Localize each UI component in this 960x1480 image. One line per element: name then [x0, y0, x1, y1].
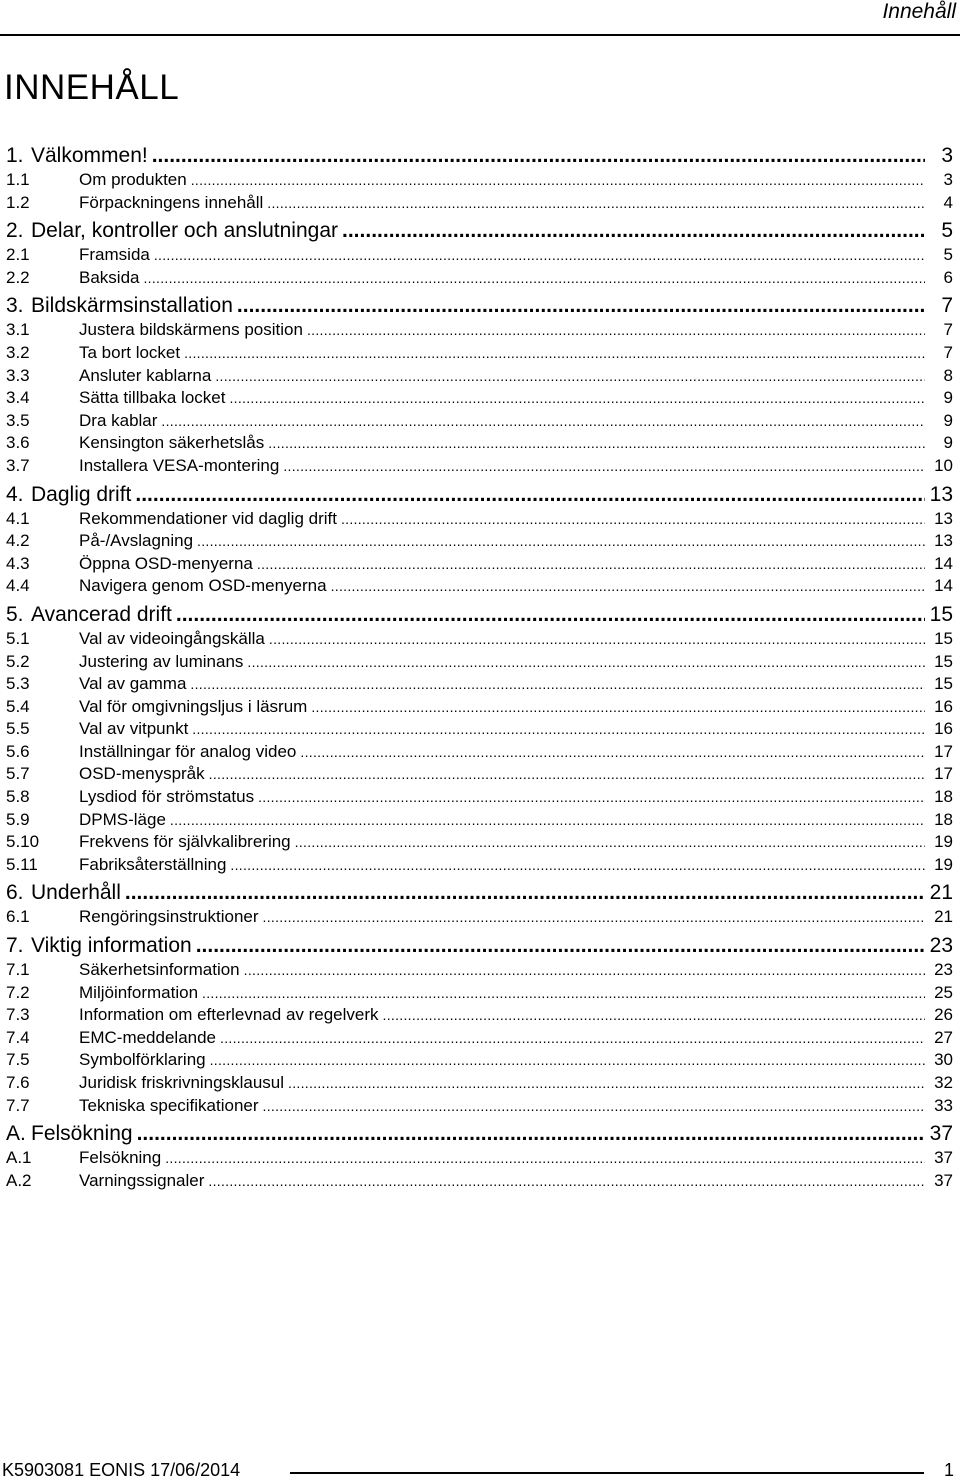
toc-subsection-entry[interactable] — [6, 982, 953, 1005]
toc-entry-page: 15 — [934, 628, 953, 648]
toc-subsection-entry[interactable] — [6, 906, 953, 929]
dot-leader — [258, 786, 925, 809]
toc-entry-number: 4. — [6, 482, 24, 506]
toc-section — [6, 293, 953, 477]
toc-entry-title: Justera bildskärmens position — [79, 320, 303, 340]
dot-leader — [192, 718, 925, 741]
toc-entry-page: 25 — [934, 982, 953, 1002]
toc-entry-number: 5. — [6, 602, 24, 626]
toc-entry-number: 4.2 — [6, 531, 30, 551]
toc-entry-page: 19 — [934, 832, 953, 852]
toc-entry-number: 1.1 — [6, 170, 30, 189]
toc-subsection-entry[interactable] — [6, 741, 953, 764]
toc-chapter-entry[interactable] — [6, 143, 953, 169]
toc-entry-number: 7.1 — [6, 960, 30, 980]
toc-section — [6, 482, 953, 598]
toc-entry-page: 9 — [943, 410, 953, 430]
toc-entry-number: 2.1 — [6, 245, 30, 265]
toc-entry-title: Bildskärmsinstallation — [31, 294, 233, 318]
dot-leader — [229, 387, 925, 410]
dot-leader — [311, 696, 925, 719]
toc-entry-number: 4.4 — [6, 576, 30, 596]
toc-section — [6, 1121, 953, 1192]
dot-leader — [191, 169, 925, 192]
toc-subsection-entry[interactable] — [6, 763, 953, 786]
toc-entry-title: Kensington säkerhetslås — [79, 433, 265, 453]
dot-leader — [161, 410, 925, 433]
toc-entry-page: 4 — [943, 192, 953, 212]
toc-entry-page: 9 — [943, 388, 953, 408]
toc-entry-title: DPMS-läge — [79, 809, 166, 829]
toc-entry-number: 5.3 — [6, 674, 30, 694]
toc-entry-number: 3. — [6, 294, 24, 318]
toc-chapter-entry[interactable] — [6, 1121, 953, 1147]
toc-entry-title: Delar, kontroller och anslutningar — [31, 219, 339, 243]
dot-leader — [267, 192, 925, 215]
toc-chapter-entry[interactable] — [6, 880, 953, 906]
dot-leader — [342, 218, 925, 244]
toc-chapter-entry[interactable] — [6, 602, 953, 628]
dot-leader — [137, 1121, 925, 1147]
toc-entry-title: Om produkten — [79, 170, 187, 189]
toc-entry-page: 32 — [934, 1073, 953, 1092]
dot-leader — [208, 1170, 925, 1193]
toc-entry-page: 17 — [934, 741, 953, 761]
toc-entry-title: Val av gamma — [79, 674, 187, 694]
toc-subsection-entry[interactable] — [6, 387, 953, 410]
toc-entry-title: EMC-meddelande — [79, 1027, 217, 1047]
toc-entry-title: Val av vitpunkt — [79, 719, 189, 739]
dot-leader — [247, 651, 925, 674]
toc-entry-number: 5.2 — [6, 651, 30, 671]
toc-entry-page: 7 — [943, 342, 953, 362]
header-rule — [0, 34, 960, 36]
toc-section — [6, 880, 953, 929]
toc-subsection-entry[interactable] — [6, 809, 953, 832]
dot-leader — [165, 1147, 925, 1170]
toc-subsection-entry[interactable] — [6, 319, 953, 342]
toc-entry-page: 26 — [934, 1005, 953, 1025]
toc-entry-number: 3.2 — [6, 342, 30, 362]
dot-leader — [283, 455, 925, 478]
toc-entry-number: 7.6 — [6, 1073, 30, 1092]
dot-leader — [196, 933, 925, 959]
dot-leader — [220, 1027, 925, 1050]
toc-entry-title: Felsökning — [31, 1122, 133, 1146]
toc-entry-number: 7.3 — [6, 1005, 30, 1025]
toc-entry-page: 15 — [934, 651, 953, 671]
toc-entry-title: Val av videoingångskälla — [79, 628, 265, 648]
dot-leader — [210, 1049, 925, 1072]
toc-subsection-entry[interactable] — [6, 1049, 953, 1072]
dot-leader — [244, 959, 925, 982]
toc-subsection-entry[interactable] — [6, 718, 953, 741]
toc-entry-title: Daglig drift — [31, 482, 132, 506]
toc-subsection-entry[interactable] — [6, 508, 953, 531]
toc-entry-title: Val för omgivningsljus i läsrum — [79, 696, 308, 716]
toc-entry-page: 30 — [934, 1050, 953, 1070]
toc-entry-page: 18 — [934, 809, 953, 829]
dot-leader — [268, 432, 925, 455]
toc-entry-title: Varningssignaler — [79, 1170, 205, 1190]
toc-subsection-entry[interactable] — [6, 365, 953, 388]
toc-subsection-entry[interactable] — [6, 267, 953, 290]
toc-entry-title: På-/Avslagning — [79, 531, 194, 551]
toc-entry-page: 14 — [934, 576, 953, 596]
toc-entry-number: 7. — [6, 934, 24, 958]
toc-entry-number: 6. — [6, 881, 24, 905]
dot-leader — [331, 575, 925, 598]
toc-entry-number: 3.7 — [6, 455, 30, 475]
toc-section — [6, 218, 953, 289]
toc-subsection-entry[interactable] — [6, 530, 953, 553]
toc-entry-title: Ta bort locket — [79, 342, 181, 362]
toc-subsection-entry[interactable] — [6, 169, 953, 192]
toc-entry-title: Juridisk friskrivningsklausul — [79, 1073, 285, 1092]
toc-entry-page: 13 — [934, 508, 953, 528]
toc-entry-number: 7.4 — [6, 1027, 30, 1047]
toc-entry-number: 2. — [6, 219, 24, 243]
toc-entry-title: Felsökning — [79, 1148, 162, 1168]
toc-entry-page: 23 — [929, 934, 953, 958]
toc-subsection-entry[interactable] — [6, 696, 953, 719]
toc-subsection-entry[interactable] — [6, 651, 953, 674]
toc-subsection-entry[interactable] — [6, 1095, 953, 1118]
toc-entry-page: 7 — [941, 294, 953, 318]
dot-leader — [269, 628, 925, 651]
toc-entry-title: Miljöinformation — [79, 982, 199, 1002]
toc-subsection-entry[interactable] — [6, 455, 953, 478]
dot-leader — [237, 293, 925, 319]
toc-entry-number: 5.5 — [6, 719, 30, 739]
toc-entry-title: Viktig information — [31, 934, 192, 958]
toc-entry-number: 7.5 — [6, 1050, 30, 1070]
toc-entry-page: 7 — [943, 320, 953, 340]
toc-entry-number: 7.7 — [6, 1095, 30, 1115]
toc-entry-page: 33 — [934, 1095, 953, 1115]
toc-entry-number: 3.4 — [6, 388, 30, 408]
toc-entry-title: Öppna OSD-menyerna — [79, 553, 253, 573]
toc-entry-page: 5 — [941, 219, 953, 243]
toc-entry-title: Dra kablar — [79, 410, 158, 430]
toc-entry-page: 37 — [934, 1148, 953, 1168]
toc-subsection-entry[interactable] — [6, 342, 953, 365]
toc-entry-page: 37 — [929, 1122, 953, 1146]
toc-entry-title: Inställningar för analog video — [79, 741, 297, 761]
toc-entry-page: 3 — [941, 144, 953, 167]
toc-entry-number: 3.1 — [6, 320, 30, 340]
dot-leader — [209, 763, 925, 786]
toc-entry-page: 17 — [934, 764, 953, 784]
toc-entry-title: Frekvens för självkalibrering — [79, 832, 291, 852]
toc-entry-number: 5.11 — [6, 854, 38, 874]
toc-entry-title: OSD-menyspråk — [79, 764, 205, 784]
toc-subsection-entry[interactable] — [6, 192, 953, 215]
toc-entry-page: 16 — [934, 719, 953, 739]
dot-leader — [288, 1072, 925, 1095]
toc-subsection-entry[interactable] — [6, 1072, 953, 1095]
toc-subsection-entry[interactable] — [6, 410, 953, 433]
toc-entry-number: 5.10 — [6, 832, 40, 852]
toc-entry-page: 9 — [943, 433, 953, 453]
toc-entry-number: 5.8 — [6, 787, 30, 807]
toc-entry-page: 8 — [943, 365, 953, 385]
dot-leader — [135, 482, 925, 508]
toc-entry-title: Tekniska specifikationer — [79, 1095, 259, 1115]
dot-leader — [257, 553, 925, 576]
toc-entry-number: 2.2 — [6, 267, 30, 287]
toc-section — [6, 602, 953, 877]
toc-subsection-entry[interactable] — [6, 1004, 953, 1027]
toc-entry-title: Underhåll — [31, 881, 121, 905]
toc-entry-page: 37 — [934, 1170, 953, 1190]
toc-entry-title: Sätta tillbaka locket — [79, 388, 226, 408]
toc-entry-page: 18 — [934, 787, 953, 807]
table-of-contents — [6, 143, 953, 1196]
toc-entry-number: 3.5 — [6, 410, 30, 430]
toc-entry-title: Fabriksåterställning — [79, 854, 227, 874]
toc-entry-number: 5.7 — [6, 764, 30, 784]
toc-entry-number: 5.9 — [6, 809, 30, 829]
toc-entry-title: Navigera genom OSD-menyerna — [79, 576, 327, 596]
toc-subsection-entry[interactable] — [6, 673, 953, 696]
toc-entry-title: Baksida — [79, 267, 140, 287]
toc-subsection-entry[interactable] — [6, 1147, 953, 1170]
toc-entry-page: 14 — [934, 553, 953, 573]
toc-entry-title: Ansluter kablarna — [79, 365, 212, 385]
footer-document-id: K5903081 EONIS 17/06/2014 — [2, 1460, 241, 1480]
toc-entry-page: 21 — [934, 907, 953, 927]
footer-page-number: 1 — [943, 1460, 954, 1480]
toc-entry-title: Information om efterlevnad av regelverk — [79, 1005, 379, 1025]
toc-subsection-entry[interactable] — [6, 553, 953, 576]
dot-leader — [143, 267, 925, 290]
toc-entry-title: Lysdiod för strömstatus — [79, 787, 255, 807]
toc-chapter-entry[interactable] — [6, 293, 953, 319]
dot-leader — [295, 831, 925, 854]
toc-entry-title: Rekommendationer vid daglig drift — [79, 508, 337, 528]
dot-leader — [300, 741, 925, 764]
dot-leader — [215, 365, 925, 388]
toc-entry-title: Framsida — [79, 245, 150, 265]
toc-subsection-entry[interactable] — [6, 432, 953, 455]
toc-entry-number: A.1 — [6, 1148, 32, 1168]
toc-entry-number: 5.6 — [6, 741, 30, 761]
toc-chapter-entry[interactable] — [6, 218, 953, 244]
toc-entry-number: A.2 — [6, 1170, 32, 1190]
toc-entry-page: 15 — [929, 602, 953, 626]
dot-leader — [170, 809, 925, 832]
toc-entry-page: 6 — [943, 267, 953, 287]
toc-chapter-entry[interactable] — [6, 482, 953, 508]
toc-entry-title: Installera VESA-montering — [79, 455, 280, 475]
dot-leader — [341, 508, 925, 531]
toc-subsection-entry[interactable] — [6, 628, 953, 651]
toc-entry-page: 19 — [934, 854, 953, 874]
toc-entry-title: Justering av luminans — [79, 651, 244, 671]
footer-rule — [290, 1472, 924, 1474]
toc-entry-title: Rengöringsinstruktioner — [79, 907, 259, 927]
toc-entry-number: A. — [6, 1122, 26, 1146]
dot-leader — [125, 880, 925, 906]
toc-entry-title: Välkommen! — [31, 144, 148, 167]
running-header-title: Innehåll — [882, 0, 956, 23]
toc-entry-page: 16 — [934, 696, 953, 716]
dot-leader — [184, 342, 925, 365]
dot-leader — [152, 143, 925, 169]
toc-entry-page: 3 — [943, 170, 953, 189]
dot-leader — [263, 906, 925, 929]
toc-entry-number: 5.1 — [6, 628, 30, 648]
toc-entry-number: 1.2 — [6, 192, 30, 212]
toc-entry-number: 4.1 — [6, 508, 30, 528]
dot-leader — [202, 982, 925, 1005]
dot-leader — [197, 530, 925, 553]
dot-leader — [230, 854, 925, 877]
toc-subsection-entry[interactable] — [6, 244, 953, 267]
dot-leader — [176, 602, 925, 628]
dot-leader — [307, 319, 925, 342]
dot-leader — [190, 673, 925, 696]
toc-entry-title: Symbolförklaring — [79, 1050, 206, 1070]
toc-entry-number: 7.2 — [6, 982, 30, 1002]
document-title: INNEHÅLL — [4, 68, 180, 107]
toc-entry-page: 23 — [934, 960, 953, 980]
toc-entry-number: 1. — [6, 144, 24, 167]
toc-entry-number: 3.6 — [6, 433, 30, 453]
toc-entry-page: 5 — [943, 245, 953, 265]
toc-entry-page: 15 — [934, 674, 953, 694]
toc-subsection-entry[interactable] — [6, 786, 953, 809]
toc-entry-page: 27 — [934, 1027, 953, 1047]
toc-entry-number: 3.3 — [6, 365, 30, 385]
dot-leader — [263, 1095, 925, 1118]
toc-subsection-entry[interactable] — [6, 959, 953, 982]
toc-section — [6, 933, 953, 1117]
toc-subsection-entry[interactable] — [6, 831, 953, 854]
toc-entry-title: Avancerad drift — [31, 602, 172, 626]
toc-entry-page: 21 — [929, 881, 953, 905]
toc-entry-number: 4.3 — [6, 553, 30, 573]
toc-subsection-entry[interactable] — [6, 1170, 953, 1193]
toc-subsection-entry[interactable] — [6, 854, 953, 877]
toc-entry-number: 6.1 — [6, 907, 30, 927]
toc-entry-title: Säkerhetsinformation — [79, 960, 240, 980]
toc-entry-number: 5.4 — [6, 696, 30, 716]
toc-chapter-entry[interactable] — [6, 933, 953, 959]
toc-subsection-entry[interactable] — [6, 1027, 953, 1050]
toc-entry-page: 13 — [929, 482, 953, 506]
toc-entry-page: 10 — [934, 455, 953, 475]
dot-leader — [154, 244, 925, 267]
toc-section — [6, 143, 953, 214]
dot-leader — [383, 1004, 925, 1027]
toc-subsection-entry[interactable] — [6, 575, 953, 598]
toc-entry-title: Förpackningens innehåll — [79, 192, 264, 212]
toc-entry-page: 13 — [934, 531, 953, 551]
